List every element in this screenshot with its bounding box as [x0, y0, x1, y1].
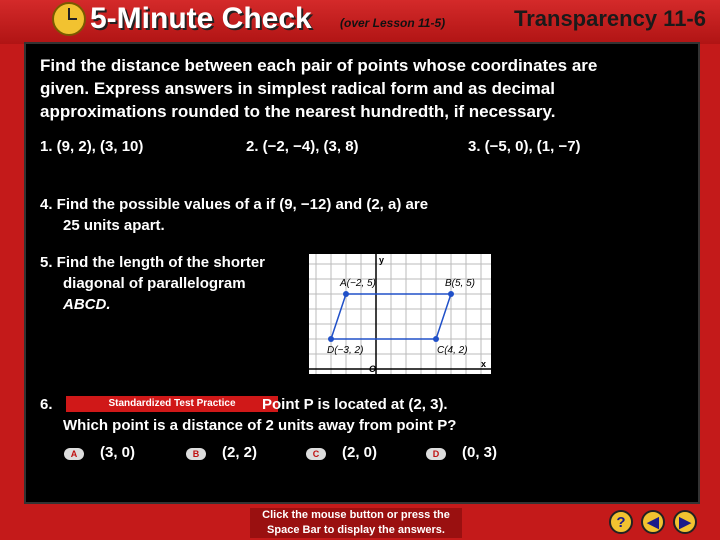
- question-3: 3. (−5, 0), (1, −7): [468, 138, 581, 155]
- question-5-line2: diagonal of parallelogram: [63, 275, 246, 292]
- y-axis-label: y: [379, 255, 385, 265]
- question-5-line3: ABCD.: [63, 296, 111, 313]
- option-a-letter[interactable]: A: [64, 448, 84, 460]
- label-a: A(−2, 5): [340, 278, 376, 289]
- clock-icon: [52, 2, 86, 36]
- label-d: D(−3, 2): [327, 345, 364, 356]
- intro-line: given. Express answers in simplest radical form and as decimal: [40, 79, 555, 98]
- question-6-line2: Which point is a distance of 2 units away from point P?: [63, 417, 457, 434]
- next-icon: ▶: [679, 514, 691, 531]
- instruction-text: [250, 508, 462, 538]
- slide-subtitle: (over Lesson 11-5): [340, 16, 446, 30]
- standardized-test-badge: Standardized Test Practice: [66, 396, 278, 412]
- option-d-text[interactable]: (0, 3): [462, 444, 498, 461]
- point-d: [328, 336, 334, 342]
- label-c: C(4, 2): [437, 345, 468, 356]
- option-c-text[interactable]: (2, 0): [342, 444, 378, 461]
- instruction-line: Click the mouse button or press the: [262, 509, 450, 521]
- previous-icon: ◀: [647, 514, 659, 531]
- point-b: [448, 291, 454, 297]
- intro-line: approximations rounded to the nearest hundredth, if necessary.: [40, 102, 556, 121]
- question-4-line1: 4. Find the possible values of a if (9, −12) and (2, a) are: [40, 196, 429, 213]
- question-6-line1: Point P is located at (2, 3).: [262, 396, 448, 413]
- option-c-letter[interactable]: C: [306, 448, 326, 460]
- question-5-line1: 5. Find the length of the shorter: [40, 254, 265, 271]
- point-a: [343, 291, 349, 297]
- option-b-letter[interactable]: B: [186, 448, 206, 460]
- point-c: [433, 336, 439, 342]
- content-panel: [24, 42, 700, 504]
- x-axis-label: x: [481, 359, 487, 369]
- header-bar: [0, 0, 720, 44]
- parallelogram-graph: [309, 254, 491, 374]
- help-icon: ?: [616, 513, 626, 531]
- question-4-line2: 25 units apart.: [63, 217, 165, 234]
- question-1: 1. (9, 2), (3, 10): [40, 138, 144, 155]
- intro-text: [40, 54, 597, 123]
- label-b: B(5, 5): [445, 278, 476, 289]
- option-b-text[interactable]: (2, 2): [222, 444, 258, 461]
- question-6-number: 6.: [40, 396, 53, 413]
- instruction-line: Space Bar to display the answers.: [267, 524, 445, 536]
- next-button[interactable]: [673, 510, 697, 534]
- slide-title: 5-Minute Check: [90, 2, 312, 35]
- question-2: 2. (−2, −4), (3, 8): [246, 138, 359, 155]
- option-d-letter[interactable]: D: [426, 448, 446, 460]
- option-a-text[interactable]: (3, 0): [100, 444, 136, 461]
- transparency-label: Transparency 11-6: [513, 6, 706, 31]
- previous-button[interactable]: [641, 510, 665, 534]
- intro-line: Find the distance between each pair of points whose coordinates are: [40, 56, 598, 75]
- help-button[interactable]: [609, 510, 633, 534]
- origin-label: O: [369, 364, 377, 374]
